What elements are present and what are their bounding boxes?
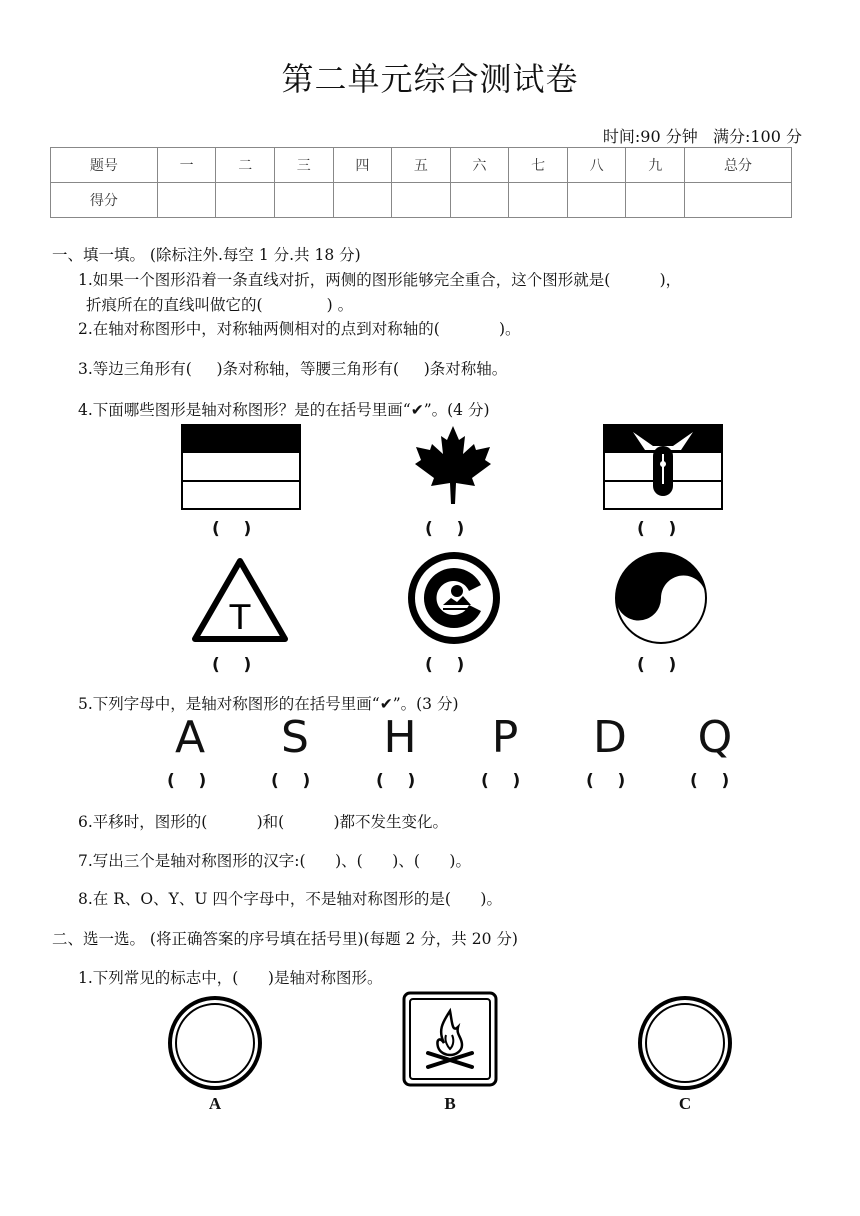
page-title: 第二单元综合测试卷 <box>281 60 579 98</box>
svg-text:T: T <box>229 598 251 638</box>
campfire-sign-icon <box>402 991 498 1087</box>
header-cell: 题号 <box>51 148 158 183</box>
section2-question-1: 1.下列常见的标志中，( )是轴对称图形。 <box>78 969 383 987</box>
header-cell: 六 <box>450 148 509 183</box>
header-cell: 八 <box>567 148 626 183</box>
header-cell: 总分 <box>685 148 792 183</box>
question-7: 7.写出三个是轴对称图形的汉字:( )、( )、( )。 <box>78 852 471 870</box>
option-label-a: A <box>208 1094 222 1113</box>
letter-s: S <box>281 712 309 763</box>
question-6: 6.平移时，图形的( )和( )都不发生变化。 <box>78 813 449 831</box>
score-cell[interactable] <box>216 183 275 218</box>
answer-paren[interactable]: ( ) <box>690 771 730 791</box>
answer-paren[interactable]: ( ) <box>425 519 465 539</box>
header-cell: 一 <box>157 148 216 183</box>
question-4: 4.下面哪些图形是轴对称图形？是的在括号里画“✔”。(4 分) <box>78 401 490 419</box>
option-label-c: C <box>678 1094 692 1113</box>
answer-paren[interactable]: ( ) <box>212 655 252 675</box>
letter-h: H <box>383 712 417 763</box>
yin-yang-icon <box>614 551 708 645</box>
score-table-score-row <box>51 183 792 218</box>
score-cell[interactable] <box>685 183 792 218</box>
answer-paren[interactable]: ( ) <box>586 771 626 791</box>
ring-sign-icon <box>167 995 263 1091</box>
answer-paren[interactable]: ( ) <box>637 655 677 675</box>
header-cell: 四 <box>333 148 392 183</box>
header-cell: 二 <box>216 148 275 183</box>
score-cell[interactable] <box>509 183 568 218</box>
flag-striped-icon <box>181 424 301 510</box>
circle-c-logo-icon <box>405 549 503 647</box>
maple-leaf-icon <box>412 424 494 508</box>
header-cell: 五 <box>392 148 451 183</box>
question-3: 3.等边三角形有( )条对称轴，等腰三角形有( )条对称轴。 <box>78 360 508 378</box>
letter-p: P <box>491 712 519 763</box>
question-5: 5.下列字母中，是轴对称图形的在括号里画“✔”。(3 分) <box>78 695 459 713</box>
score-cell[interactable] <box>626 183 685 218</box>
answer-paren[interactable]: ( ) <box>212 519 252 539</box>
header-cell: 七 <box>509 148 568 183</box>
answer-paren[interactable]: ( ) <box>167 771 207 791</box>
score-cell[interactable] <box>274 183 333 218</box>
header-cell: 三 <box>274 148 333 183</box>
score-cell[interactable] <box>567 183 626 218</box>
answer-paren[interactable]: ( ) <box>271 771 311 791</box>
row-label: 得分 <box>51 183 158 218</box>
answer-paren[interactable]: ( ) <box>376 771 416 791</box>
letter-q: Q <box>697 712 733 763</box>
question-2: 2.在轴对称图形中，对称轴两侧相对的点到对称轴的( )。 <box>78 320 521 338</box>
flag-with-emblem-icon <box>603 424 723 510</box>
answer-paren[interactable]: ( ) <box>637 519 677 539</box>
letter-a: A <box>174 712 206 763</box>
time-score-info: 时间:90 分钟 满分:100 分 <box>602 127 802 146</box>
letter-d: D <box>593 712 627 763</box>
score-cell[interactable] <box>333 183 392 218</box>
section2-heading: 二、选一选。 (将正确答案的序号填在括号里)(每题 2 分，共 20 分) <box>52 930 518 948</box>
score-cell[interactable] <box>157 183 216 218</box>
ring-sign-icon <box>637 995 733 1091</box>
answer-paren[interactable]: ( ) <box>425 655 465 675</box>
question-8: 8.在 R、O、Y、U 四个字母中，不是轴对称图形的是( )。 <box>78 890 502 908</box>
question-1-line1: 1.如果一个图形沿着一条直线对折，两侧的图形能够完全重合，这个图形就是( )， <box>78 271 682 289</box>
section1-heading: 一、填一填。 (除标注外.每空 1 分.共 18 分) <box>52 246 361 264</box>
option-label-b: B <box>444 1094 456 1113</box>
score-table <box>50 147 792 218</box>
score-table-header-row <box>51 148 792 183</box>
question-1-line2: 折痕所在的直线叫做它的( ) 。 <box>86 296 354 314</box>
triangle-t-sign-icon <box>191 557 289 643</box>
score-cell[interactable] <box>392 183 451 218</box>
header-cell: 九 <box>626 148 685 183</box>
score-cell[interactable] <box>450 183 509 218</box>
answer-paren[interactable]: ( ) <box>481 771 521 791</box>
